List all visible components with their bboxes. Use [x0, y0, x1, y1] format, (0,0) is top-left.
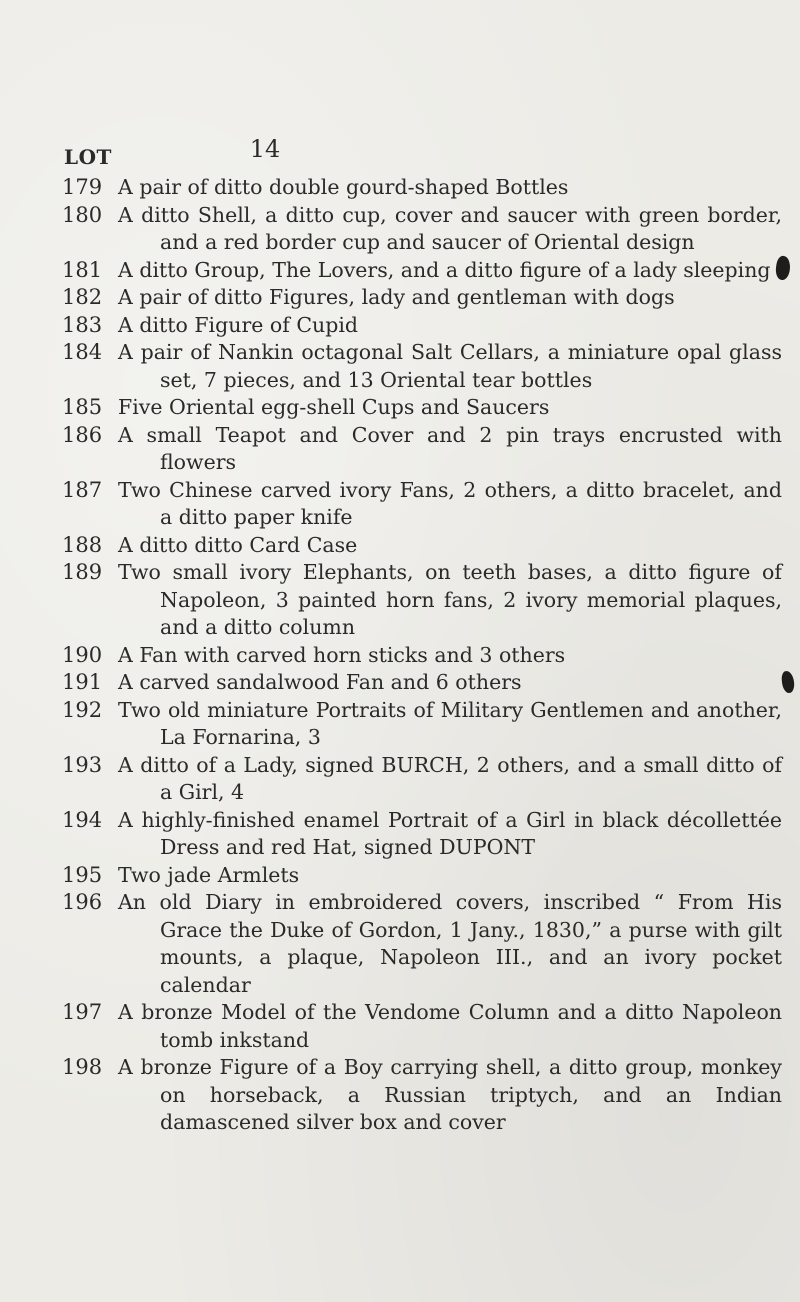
lot-number: 180 — [62, 202, 103, 227]
lot-entry — [62, 257, 782, 285]
lot-list — [62, 174, 782, 1137]
lot-entry — [62, 559, 782, 642]
lot-entry — [62, 1054, 782, 1137]
margin-ink-mark-lower — [781, 670, 795, 693]
lot-entry — [62, 422, 782, 477]
lot-column-header: LOT — [64, 145, 112, 169]
lot-entry — [62, 339, 782, 394]
lot-description: Two small ivory Elephants, on teeth bases, a ditto figure of Napoleon, 3 painted horn fans, 2 ivory memorial plaques, and a ditto column — [118, 560, 782, 639]
lot-number: 191 — [62, 670, 103, 694]
lot-number: 192 — [62, 697, 103, 722]
lot-description: A ditto ditto Card Case — [118, 532, 358, 557]
margin-ink-mark-upper — [774, 255, 791, 281]
lot-entry — [62, 889, 782, 999]
lot-description: A bronze Figure of a Boy carrying shell, a ditto group, monkey on horseback, a Russian triptych, and an Indian damascened silver box and cover — [118, 1055, 782, 1134]
lot-description: A pair of ditto double gourd-shaped Bottles — [118, 175, 569, 199]
lot-description: A pair of Nankin octagonal Salt Cellars, a miniature opal glass set, 7 pieces, and 13 Oriental tear bottles — [118, 340, 782, 392]
lot-entry — [62, 174, 782, 202]
lot-number: 185 — [62, 395, 103, 419]
lot-description: Five Oriental egg-shell Cups and Saucers — [118, 395, 550, 419]
lot-entry — [62, 312, 782, 340]
lot-entry — [62, 862, 782, 890]
lot-description: A ditto Group, The Lovers, and a ditto figure of a lady sleeping — [118, 257, 771, 282]
lot-number: 179 — [62, 175, 103, 199]
lot-entry — [62, 697, 782, 752]
lot-number: 190 — [62, 642, 103, 667]
lot-description: A bronze Model of the Vendome Column and a ditto Napoleon tomb inkstand — [118, 1000, 782, 1052]
lot-number: 181 — [62, 257, 103, 282]
lot-description: A ditto of a Lady, signed BURCH, 2 others, and a small ditto of a Girl, 4 — [118, 752, 782, 804]
lot-number: 194 — [62, 807, 103, 832]
lot-entry — [62, 999, 782, 1054]
lot-entry — [62, 669, 782, 697]
lot-description: A carved sandalwood Fan and 6 others — [118, 670, 522, 694]
lot-number: 198 — [62, 1055, 103, 1079]
lot-entry — [62, 202, 782, 257]
lot-description: A pair of ditto Figures, lady and gentleman with dogs — [118, 285, 675, 309]
lot-description: A highly-finished enamel Portrait of a Girl in black décollettée Dress and red Hat, signed DUPONT — [118, 807, 782, 859]
lot-entry — [62, 642, 782, 670]
lot-description: Two jade Armlets — [118, 862, 300, 887]
lot-entry — [62, 477, 782, 532]
lot-entry — [62, 807, 782, 862]
lot-description: Two old miniature Portraits of Military Gentlemen and another, La Fornarina, 3 — [118, 697, 782, 749]
lot-number: 195 — [62, 862, 103, 887]
lot-description: A ditto Shell, a ditto cup, cover and saucer with green border, and a red border cup and saucer of Oriental design — [118, 202, 782, 254]
lot-description: An old Diary in embroidered covers, inscribed “ From His Grace the Duke of Gordon, 1 Jany., 1830,” a purse with gilt mounts, a plaque, Napoleon III., and an ivory pocket calendar — [118, 890, 782, 997]
lot-entry — [62, 284, 782, 312]
lot-number: 182 — [62, 285, 103, 309]
lot-number: 184 — [62, 340, 103, 364]
lot-number: 189 — [62, 560, 103, 584]
lot-number: 193 — [62, 752, 103, 777]
lot-number: 197 — [62, 1000, 103, 1024]
lot-description: A Fan with carved horn sticks and 3 others — [118, 642, 566, 667]
lot-description: Two Chinese carved ivory Fans, 2 others, a ditto bracelet, and a ditto paper knife — [118, 477, 782, 529]
page-number: 14 — [249, 135, 281, 163]
lot-entry — [62, 532, 782, 560]
lot-number: 196 — [62, 890, 103, 914]
lot-entry — [62, 752, 782, 807]
lot-description: A ditto Figure of Cupid — [118, 312, 359, 337]
lot-number: 188 — [62, 532, 103, 557]
lot-number: 186 — [62, 422, 103, 447]
lot-entry — [62, 394, 782, 422]
lot-number: 183 — [62, 312, 103, 337]
lot-number: 187 — [62, 477, 103, 502]
lot-description: A small Teapot and Cover and 2 pin trays encrusted with flowers — [118, 422, 782, 474]
